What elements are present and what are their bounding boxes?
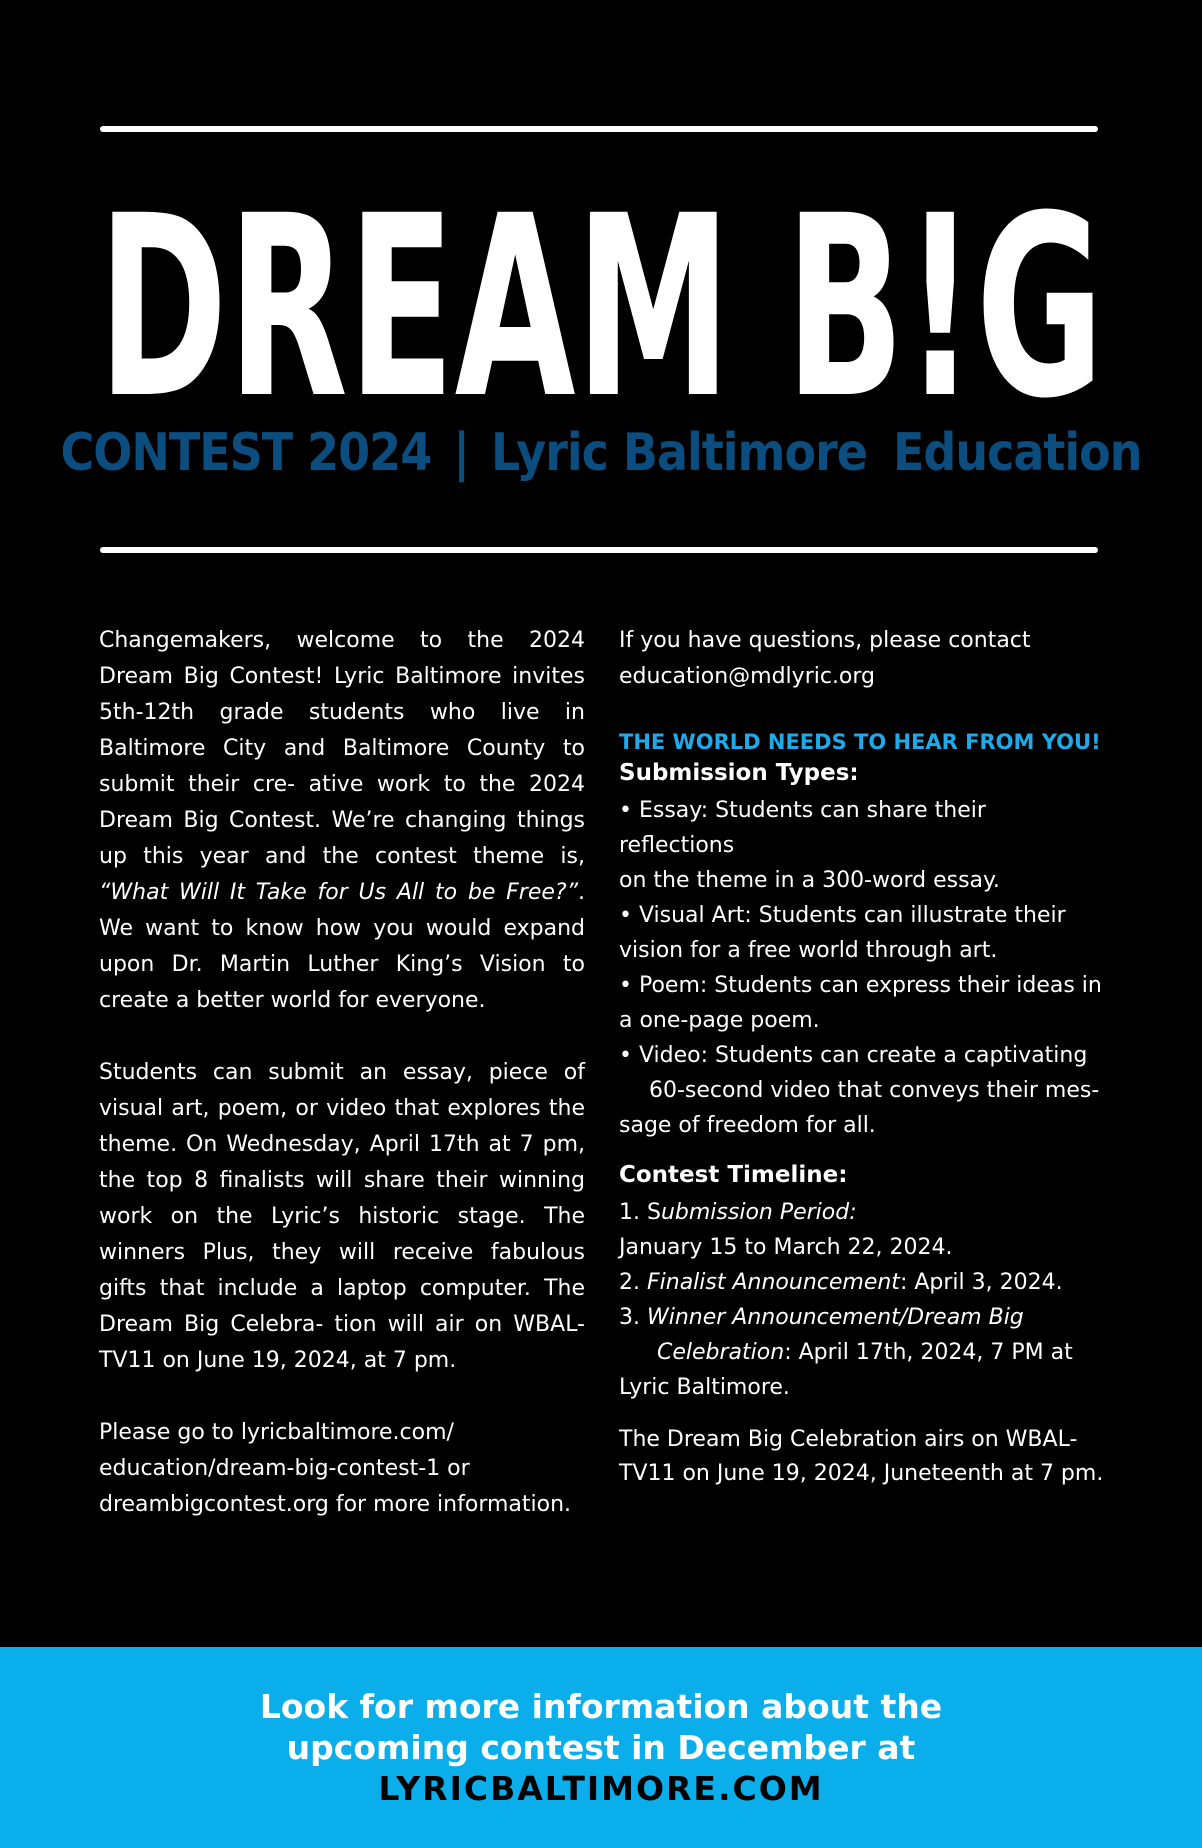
contact-text: If you have questions, please contact	[619, 628, 1031, 653]
timeline-item-3-location: Lyric Baltimore.	[619, 1375, 790, 1400]
subtitle-department: Education	[892, 422, 1142, 483]
right-column	[619, 623, 1105, 1491]
footer-banner	[0, 1647, 1202, 1848]
footer-line-1: Look for more information about the	[259, 1687, 943, 1726]
dream-big-title-text: DREAM B!G	[98, 182, 1104, 422]
timeline-item-detail: : April 3, 2024.	[899, 1270, 1063, 1295]
timeline-item-number: 1. S	[619, 1200, 661, 1225]
submission-type-line: • Video: Students can create a captivating	[619, 1043, 1088, 1068]
submission-type-line: • Poem: Students can express their ideas in	[619, 973, 1102, 998]
more-info-line-3: dreambigcontest.org for more information.	[99, 1492, 572, 1517]
submission-type-line: a one-page poem.	[619, 1008, 820, 1033]
more-info-line-1: Please go to lyricbaltimore.com/	[99, 1420, 454, 1445]
left-column	[99, 623, 585, 1559]
submission-type-visual-art	[619, 898, 1105, 968]
submission-types-heading: Submission Types:	[619, 760, 859, 786]
callout-heading: THE WORLD NEEDS TO HEAR FROM YOU!	[619, 730, 1101, 754]
timeline-item-2	[619, 1265, 1105, 1300]
timeline-item-number: 2.	[619, 1270, 647, 1295]
subtitle-contest-year: CONTEST 2024	[60, 422, 432, 483]
subtitle-separator: |	[453, 422, 470, 483]
header-bottom-divider	[100, 547, 1098, 553]
submission-type-line: vision for a free world through art.	[619, 938, 998, 963]
timeline-item-label: ubmission Period:	[660, 1200, 857, 1225]
more-info-paragraph	[99, 1415, 585, 1523]
submission-type-line: • Essay: Students can share their reflections	[619, 798, 986, 858]
timeline-item-label: Celebration	[657, 1340, 785, 1365]
submission-type-line: on the theme in a 300-word essay.	[619, 868, 1000, 893]
submission-type-poem	[619, 968, 1105, 1038]
contest-subtitle	[0, 422, 1202, 500]
contact-block	[619, 623, 1105, 695]
dream-big-title	[98, 182, 1104, 422]
broadcast-line-1: The Dream Big Celebration airs on WBAL-	[619, 1427, 1078, 1452]
submission-type-line: 60-second video that conveys their mes-	[649, 1078, 1100, 1103]
submission-type-essay	[619, 793, 1105, 898]
timeline-item-label: Finalist Announcement	[646, 1270, 900, 1295]
subtitle-organization: Lyric Baltimore	[491, 422, 867, 483]
timeline-item-number: 3.	[619, 1305, 647, 1330]
submission-type-line: • Visual Art: Students can illustrate their	[619, 903, 1066, 928]
submission-type-line: sage of freedom for all.	[619, 1113, 876, 1138]
details-paragraph: Students can submit an essay, piece of visual art, poem, or video that explores the theme. On Wednesday, April 17th at 7 pm, the top 8 finalists will share their winning work on the Lyric’s historic stage. The winners Plus, they will receive fabulous gifts that include a laptop computer. The Dream Big Celebra- tion will air on WBAL-TV11 on June 19, 2024, at 7 pm.	[99, 1060, 585, 1373]
broadcast-line-2: TV11 on June 19, 2024, Juneteenth at 7 pm.	[619, 1461, 1104, 1486]
contest-theme: “What Will It Take for Us All to be Free?”	[99, 880, 578, 905]
timeline-item-detail: : April 17th, 2024, 7 PM at	[784, 1340, 1073, 1365]
contact-email: education@mdlyric.org	[619, 664, 876, 689]
timeline-item-1-detail: January 15 to March 22, 2024.	[619, 1235, 953, 1260]
submission-type-video	[619, 1038, 1105, 1143]
timeline-item-1	[619, 1195, 1105, 1230]
broadcast-info	[619, 1423, 1105, 1491]
footer-website-link[interactable]: LYRICBALTIMORE.COM	[378, 1769, 824, 1808]
intro-text-end: . We want to know how you would expand upon Dr. Martin Luther King’s Vision to create a better world for everyone.	[99, 880, 585, 1013]
timeline-heading: Contest Timeline:	[619, 1162, 848, 1188]
more-info-line-2: education/dream-big-contest-1 or	[99, 1456, 470, 1481]
footer-line-2: upcoming contest in December at	[286, 1728, 916, 1767]
intro-paragraph	[99, 623, 585, 1019]
timeline-item-label: Winner Announcement/Dream Big	[646, 1305, 1024, 1330]
intro-text-start: Changemakers, welcome to the 2024 Dream Big Contest! Lyric Baltimore invites 5th-12th grade students who live in Baltimore City and Baltimore County to submit their cre- ative work to the 2024 Dream Big Contest. We’re changing things up this year and the contest theme is,	[99, 628, 585, 869]
top-divider	[100, 126, 1098, 132]
timeline-item-3	[619, 1300, 1105, 1335]
timeline-item-3-continued	[619, 1335, 1105, 1370]
